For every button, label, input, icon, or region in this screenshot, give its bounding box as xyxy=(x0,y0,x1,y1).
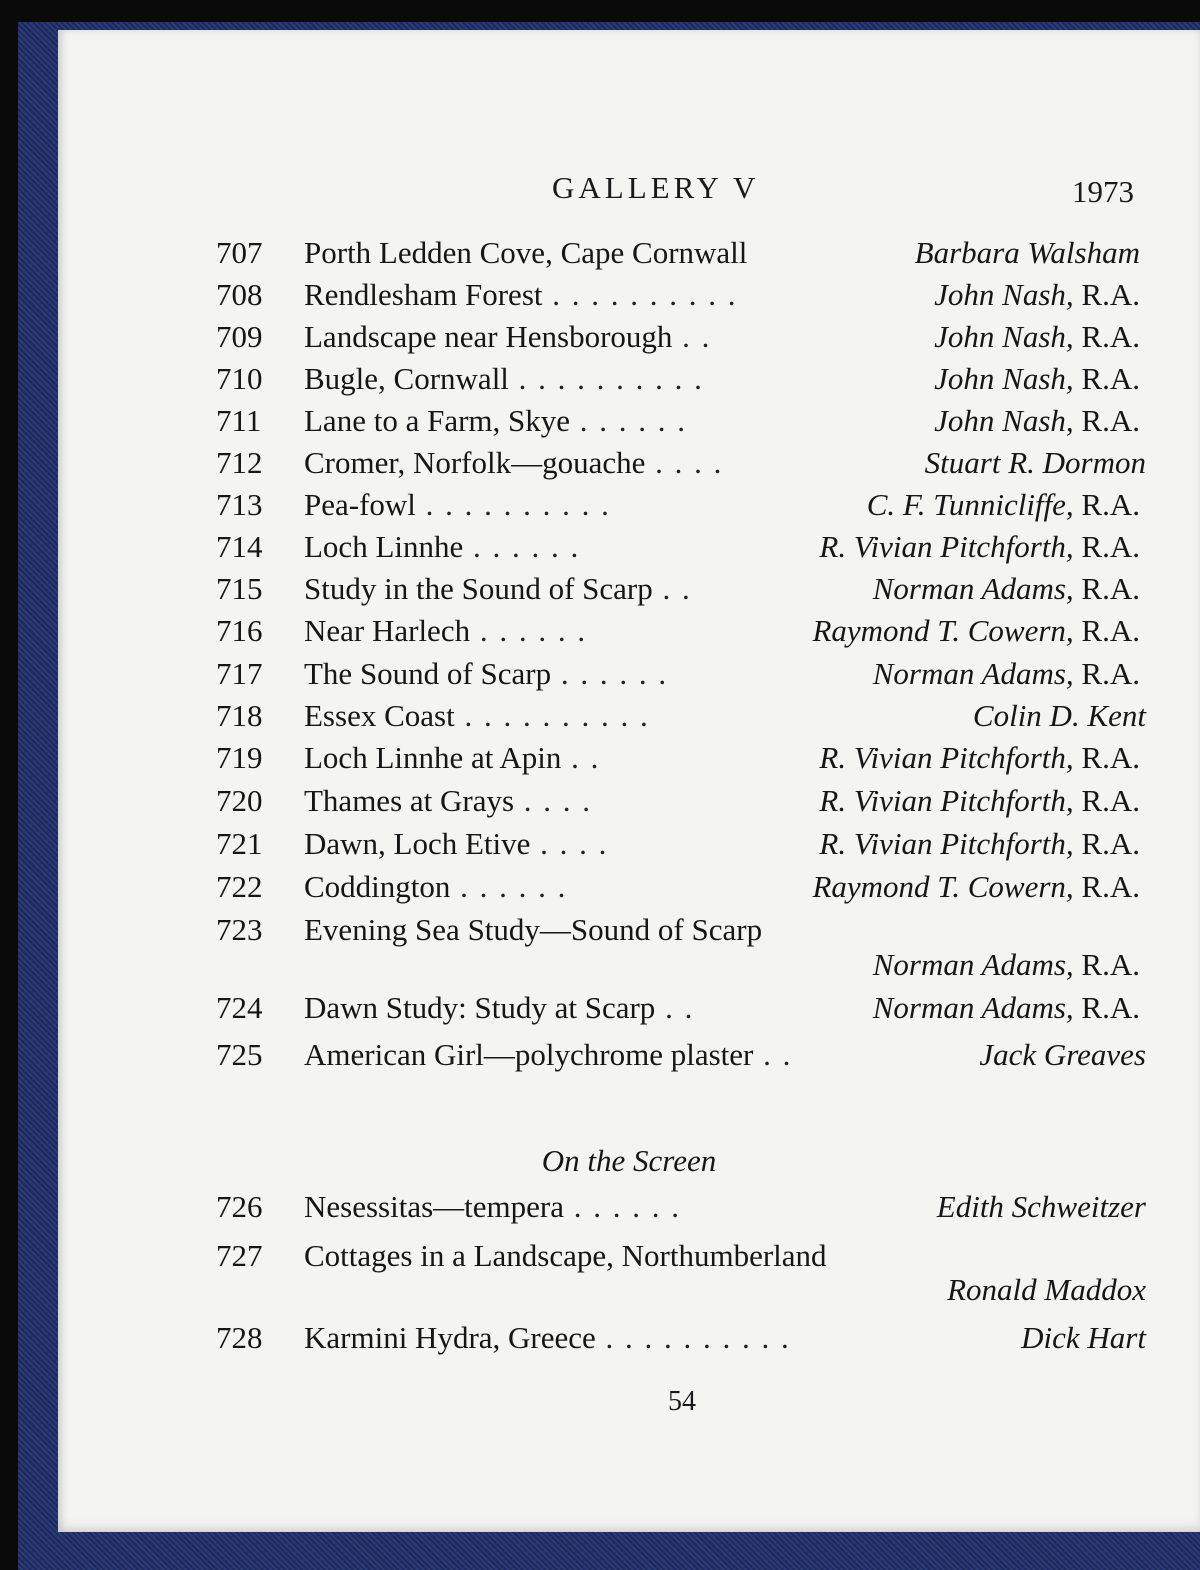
title-text: Rendlesham Forest xyxy=(304,277,543,312)
artist-suffix: R.A. xyxy=(1073,319,1140,354)
leader-dots: . . . . xyxy=(514,783,593,818)
list-item xyxy=(58,569,1200,609)
list-item xyxy=(58,527,1200,567)
artist-suffix: R.A. xyxy=(1073,571,1140,606)
title-text: Bugle, Cornwall xyxy=(304,361,509,396)
artist xyxy=(819,781,1140,821)
catalogue-number: 723 xyxy=(216,912,263,947)
work-title xyxy=(304,275,738,315)
artist-suffix: R.A. xyxy=(1073,990,1140,1025)
list-item xyxy=(58,988,1200,1028)
catalogue-number: 720 xyxy=(216,783,263,818)
artist-suffix: R.A. xyxy=(1073,656,1140,691)
work-title xyxy=(304,781,592,821)
title-text: Pea-fowl xyxy=(304,487,416,522)
artist-suffix: R.A. xyxy=(1073,826,1140,861)
artist-name: R. Vivian Pitchforth, xyxy=(819,529,1074,564)
catalogue-number: 727 xyxy=(216,1238,263,1273)
gallery-title: GALLERY V xyxy=(552,170,760,205)
work-title xyxy=(304,654,668,694)
artist-suffix: R.A. xyxy=(1073,403,1140,438)
artist xyxy=(873,988,1140,1028)
list-item xyxy=(58,824,1200,864)
artist-name: Norman Adams, xyxy=(872,571,1074,606)
work-title xyxy=(304,569,692,609)
artist xyxy=(873,945,1140,985)
title-text: Cromer, Norfolk—gouache xyxy=(304,445,646,480)
work-title xyxy=(304,1035,792,1075)
title-text: American Girl—polychrome plaster xyxy=(304,1037,754,1072)
artist xyxy=(934,317,1140,357)
year: 1973 xyxy=(1072,174,1134,209)
work-title: Porth Ledden Cove, Cape Cornwall xyxy=(304,235,748,270)
page-header xyxy=(58,170,1200,210)
leader-dots: . . xyxy=(655,990,695,1025)
artist xyxy=(812,867,1140,907)
title-text: Karmini Hydra, Greece xyxy=(304,1320,596,1355)
artist-name: John Nash, xyxy=(934,403,1074,438)
leader-dots: . . xyxy=(753,1037,793,1072)
leader-dots: . . . . . . xyxy=(470,613,588,648)
artist-suffix: R.A. xyxy=(1073,487,1140,522)
catalogue-number: 709 xyxy=(216,319,263,354)
work-title xyxy=(304,696,650,736)
work-title xyxy=(304,401,687,441)
list-item xyxy=(58,275,1200,315)
artist-suffix: R.A. xyxy=(1073,869,1140,904)
title-text: Nesessitas—tempera xyxy=(304,1189,564,1224)
leader-dots: . . . . . . . . . . xyxy=(595,1320,791,1355)
catalogue-number: 728 xyxy=(216,1320,263,1355)
title-text: Coddington xyxy=(304,869,451,904)
catalogue-number: 708 xyxy=(216,277,263,312)
artist xyxy=(973,696,1146,736)
work-title: Evening Sea Study—Sound of Scarp xyxy=(304,912,763,947)
catalogue-number: 721 xyxy=(216,826,263,861)
artist-name: John Nash, xyxy=(934,319,1074,354)
list-item xyxy=(58,867,1200,907)
artist xyxy=(979,1035,1146,1075)
artist-suffix: R.A. xyxy=(1073,529,1140,564)
artist-name: R. Vivian Pitchforth, xyxy=(819,783,1074,818)
artist-name: R. Vivian Pitchforth, xyxy=(819,826,1074,861)
list-item xyxy=(58,611,1200,651)
catalogue-number: 707 xyxy=(216,235,263,270)
title-text: Dawn, Loch Etive xyxy=(304,826,531,861)
list-item xyxy=(58,696,1200,736)
catalogue-number: 726 xyxy=(216,1189,263,1224)
leader-dots: . . . . . . xyxy=(551,656,669,691)
work-title xyxy=(304,1318,791,1358)
leader-dots: . . . . . . . . . . xyxy=(415,487,611,522)
artist-suffix: R.A. xyxy=(1073,613,1140,648)
list-item xyxy=(58,443,1200,483)
list-item-continuation xyxy=(58,945,1200,985)
artist-name: Edith Schweitzer xyxy=(936,1189,1146,1224)
work-title xyxy=(304,738,600,778)
artist xyxy=(819,824,1140,864)
title-text: Lane to a Farm, Skye xyxy=(304,403,571,438)
artist xyxy=(934,359,1140,399)
artist-name: Raymond T. Cowern, xyxy=(812,869,1074,904)
artist-name: C. F. Tunnicliffe, xyxy=(866,487,1074,522)
title-text: The Sound of Scarp xyxy=(304,656,552,691)
artist-suffix: R.A. xyxy=(1073,783,1140,818)
work-title xyxy=(304,1187,681,1227)
catalogue-number: 712 xyxy=(216,445,263,480)
leader-dots: . . . . . . . . . . xyxy=(508,361,704,396)
list-item xyxy=(58,781,1200,821)
title-text: Near Harlech xyxy=(304,613,471,648)
list-item xyxy=(58,485,1200,525)
work-title xyxy=(304,824,608,864)
list-item xyxy=(58,401,1200,441)
leader-dots: . . xyxy=(652,571,692,606)
work-title xyxy=(304,611,587,651)
list-item xyxy=(58,359,1200,399)
artist xyxy=(873,569,1140,609)
work-title xyxy=(304,867,567,907)
artist xyxy=(934,275,1140,315)
artist xyxy=(937,1187,1146,1227)
work-title: Cottages in a Landscape, Northumberland xyxy=(304,1238,827,1273)
artist xyxy=(1021,1318,1146,1358)
catalogue-number: 717 xyxy=(216,656,263,691)
catalogue-number: 714 xyxy=(216,529,263,564)
work-title xyxy=(304,317,711,357)
artist-suffix: R.A. xyxy=(1073,947,1140,982)
catalogue-number: 710 xyxy=(216,361,263,396)
leader-dots: . . . . . . xyxy=(563,1189,681,1224)
work-title xyxy=(304,527,580,567)
artist-name: Norman Adams, xyxy=(872,947,1074,982)
leader-dots: . . . . . . . . . . xyxy=(542,277,738,312)
leader-dots: . . xyxy=(561,740,601,775)
list-item xyxy=(58,910,1200,950)
catalogue-number: 716 xyxy=(216,613,263,648)
leader-dots: . . . . . . . . . . xyxy=(454,698,650,733)
artist xyxy=(915,233,1140,273)
artist-name: Jack Greaves xyxy=(979,1037,1146,1072)
leader-dots: . . . . xyxy=(645,445,724,480)
list-item xyxy=(58,1187,1200,1227)
catalogue-number: 719 xyxy=(216,740,263,775)
artist-name: R. Vivian Pitchforth, xyxy=(819,740,1074,775)
leader-dots: . . . . . . xyxy=(570,403,688,438)
title-text: Landscape near Hensborough xyxy=(304,319,673,354)
list-item xyxy=(58,654,1200,694)
catalogue-page xyxy=(58,30,1200,1532)
list-item xyxy=(58,233,1200,273)
work-title xyxy=(304,359,704,399)
artist xyxy=(934,401,1140,441)
artist xyxy=(947,1270,1146,1310)
artist-name: John Nash, xyxy=(934,361,1074,396)
artist xyxy=(867,485,1140,525)
catalogue-number: 715 xyxy=(216,571,263,606)
title-text: Loch Linnhe at Apin xyxy=(304,740,562,775)
leader-dots: . . xyxy=(672,319,712,354)
catalogue-number: 722 xyxy=(216,869,263,904)
artist xyxy=(819,527,1140,567)
artist-name: Ronald Maddox xyxy=(947,1272,1146,1307)
list-item xyxy=(58,1035,1200,1075)
artist-name: Stuart R. Dormon xyxy=(924,445,1146,480)
catalogue-number: 725 xyxy=(216,1037,263,1072)
leader-dots: . . . . xyxy=(530,826,609,861)
work-title xyxy=(304,485,611,525)
artist-name: John Nash, xyxy=(934,277,1074,312)
catalogue-number: 718 xyxy=(216,698,263,733)
section-heading: On the Screen xyxy=(541,1143,717,1178)
work-title xyxy=(304,443,723,483)
artist-suffix: R.A. xyxy=(1073,361,1140,396)
artist xyxy=(812,611,1140,651)
artist xyxy=(873,654,1140,694)
artist-name: Dick Hart xyxy=(1021,1320,1146,1355)
title-text: Dawn Study: Study at Scarp xyxy=(304,990,656,1025)
artist-name: Barbara Walsham xyxy=(914,235,1140,270)
artist-suffix: R.A. xyxy=(1073,740,1140,775)
list-item xyxy=(58,1318,1200,1358)
catalogue-number: 713 xyxy=(216,487,263,522)
title-text: Thames at Grays xyxy=(304,783,515,818)
artist-name: Norman Adams, xyxy=(872,990,1074,1025)
artist-name: Raymond T. Cowern, xyxy=(812,613,1074,648)
catalogue-number: 711 xyxy=(216,403,262,438)
leader-dots: . . . . . . xyxy=(450,869,568,904)
list-item xyxy=(58,317,1200,357)
title-text: Study in the Sound of Scarp xyxy=(304,571,653,606)
artist xyxy=(925,443,1146,483)
page-number: 54 xyxy=(668,1386,696,1417)
list-item-continuation xyxy=(58,1270,1200,1310)
artist xyxy=(819,738,1140,778)
title-text: Essex Coast xyxy=(304,698,455,733)
title-text: Loch Linnhe xyxy=(304,529,464,564)
artist-name: Colin D. Kent xyxy=(972,698,1146,733)
artist-name: Norman Adams, xyxy=(872,656,1074,691)
artist-suffix: R.A. xyxy=(1073,277,1140,312)
work-title xyxy=(304,988,694,1028)
leader-dots: . . . . . . xyxy=(463,529,581,564)
list-item xyxy=(58,738,1200,778)
catalogue-number: 724 xyxy=(216,990,263,1025)
